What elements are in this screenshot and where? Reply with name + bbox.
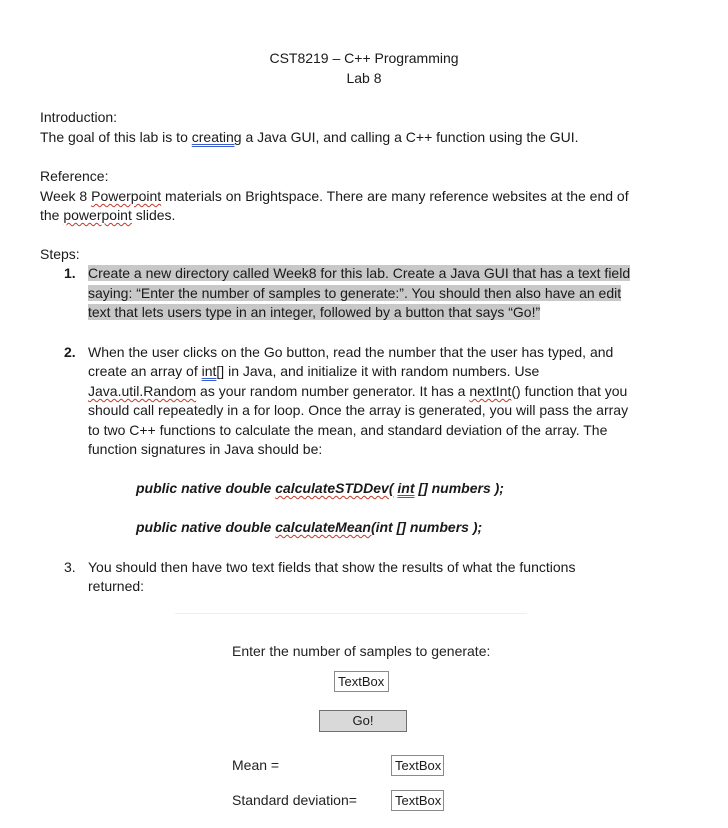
intro-text: The goal of this lab is to creating a Java GUI, and calling a C++ function using the GUI. bbox=[40, 129, 579, 145]
step-1-line-2: saying: “Enter the number of samples to generate:”. You should then also have an edit bbox=[88, 285, 622, 301]
step-3-line-2: returned: bbox=[88, 578, 145, 594]
step-2-line-1: When the user clicks on the Go button, read the number that the user has typed, and bbox=[88, 344, 614, 360]
step-2-number: 2. bbox=[64, 344, 76, 360]
reference-heading: Reference: bbox=[40, 168, 109, 184]
step-2-line-3: Java.util.Random as your random number generator. It has a nextInt() function that you bbox=[88, 383, 628, 399]
intro-heading: Introduction: bbox=[40, 109, 118, 125]
step-1-line-1: Create a new directory called Week8 for this lab. Create a Java GUI that has a text field bbox=[88, 265, 631, 281]
step-2-line-6: function signatures in Java should be: bbox=[88, 441, 323, 457]
go-button[interactable]: Go! bbox=[319, 710, 407, 732]
mockup-divider bbox=[175, 613, 527, 614]
std-dev-output[interactable]: TextBox bbox=[391, 790, 444, 811]
samples-input[interactable]: TextBox bbox=[334, 671, 389, 692]
steps-heading: Steps: bbox=[40, 246, 80, 262]
signature-mean: public native double calculateMean(int [] numbers ); bbox=[136, 519, 483, 535]
step-1-line-3: text that lets users type in an integer, followed by a button that says “Go!” bbox=[88, 304, 541, 320]
document-title: CST8219 – C++ Programming bbox=[269, 50, 459, 66]
signature-std-dev: public native double calculateSTDDev( int [] numbers ); bbox=[136, 480, 504, 496]
mean-label: Mean = bbox=[232, 757, 280, 773]
mean-output[interactable]: TextBox bbox=[391, 755, 444, 776]
lab-number: Lab 8 bbox=[346, 70, 382, 86]
step-1-number: 1. bbox=[64, 265, 76, 281]
reference-line-2: the powerpoint slides. bbox=[40, 207, 176, 223]
step-2-line-4: should call repeatedly in a for loop. Once the array is generated, you will pass the array bbox=[88, 402, 629, 418]
step-3-line-1: You should then have two text fields that show the results of what the functions bbox=[88, 559, 576, 575]
step-2-line-2: create an array of int[] in Java, and initialize it with random numbers. Use bbox=[88, 363, 540, 379]
reference-line-1: Week 8 Powerpoint materials on Brightspace. There are many reference websites at the end of bbox=[40, 188, 629, 204]
step-3-number: 3. bbox=[64, 559, 76, 575]
samples-prompt-label: Enter the number of samples to generate: bbox=[232, 643, 491, 659]
step-2-line-5: to two C++ functions to calculate the mean, and standard deviation of the array. The bbox=[88, 422, 608, 438]
std-dev-label: Standard deviation= bbox=[232, 792, 357, 808]
